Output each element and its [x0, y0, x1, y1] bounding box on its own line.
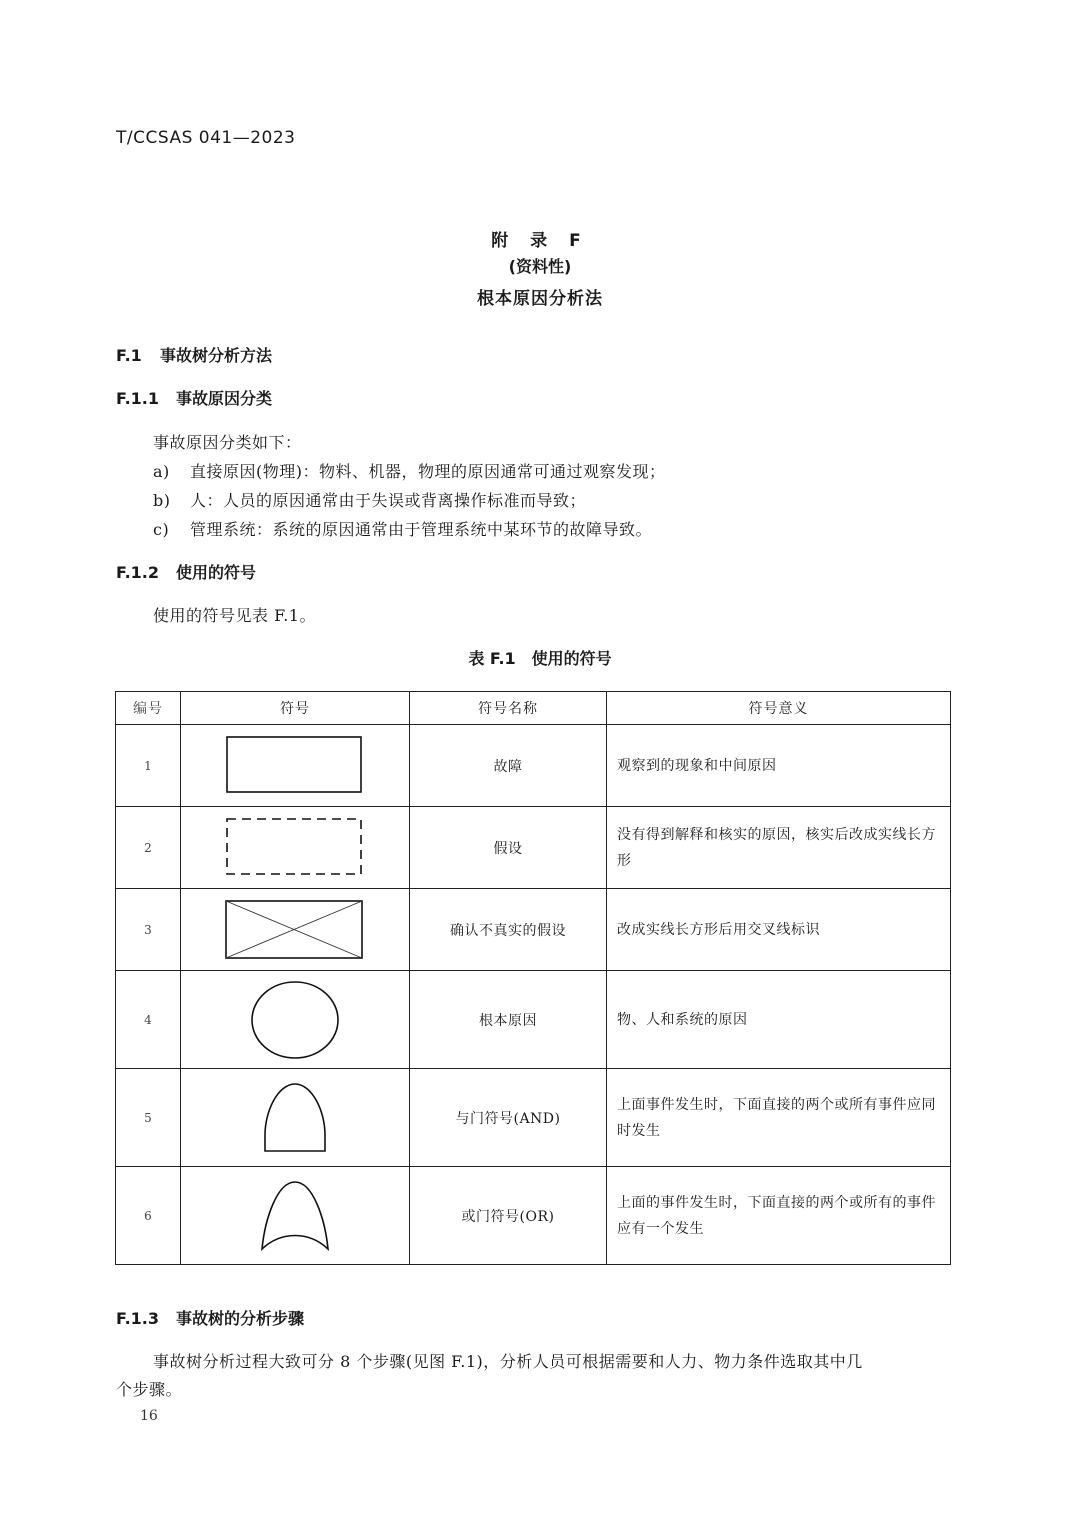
- symbol-cell: [181, 807, 410, 889]
- row-name: 假设: [410, 807, 607, 889]
- section-number: F.1.3: [116, 1309, 159, 1328]
- row-number: 5: [116, 1069, 181, 1167]
- list-text: 直接原因(物理)：物料、机器，物理的原因通常可通过观察发现；: [190, 462, 666, 481]
- solid-rectangle-icon: [225, 735, 365, 797]
- appendix-heading: 根本原因分析法: [477, 289, 603, 309]
- document-code: T/CCSAS 041—2023: [116, 128, 296, 148]
- list-text: 人：人员的原因通常由于失误或背离操作标准而导致；: [190, 491, 587, 510]
- symbol-cell: [181, 1167, 410, 1265]
- row-name: 根本原因: [410, 971, 607, 1069]
- section-f13-heading: [116, 1306, 304, 1329]
- crossed-rectangle-icon: [224, 899, 366, 961]
- appendix-title: 附 录 F: [491, 231, 589, 251]
- table-row: [116, 807, 951, 889]
- section-f1-heading: [116, 343, 272, 366]
- list-marker: c): [153, 520, 170, 539]
- appendix-type: (资料性): [508, 257, 572, 276]
- list-item: [153, 459, 666, 482]
- list-item: [153, 517, 652, 540]
- list-text: 管理系统：系统的原因通常由于管理系统中某环节的故障导致。: [190, 520, 653, 539]
- header-symbol: 符号: [181, 692, 410, 725]
- row-name: 确认不真实的假设: [410, 889, 607, 971]
- table-row: [116, 1167, 951, 1265]
- section-title: 事故树分析方法: [160, 346, 273, 365]
- table-caption: 表 F.1 使用的符号: [468, 649, 612, 668]
- header-number: 编号: [116, 692, 181, 725]
- f12-text: 使用的符号见表 F.1。: [153, 606, 316, 625]
- section-title: 事故原因分类: [176, 389, 273, 408]
- section-number: F.1.2: [116, 563, 159, 582]
- symbol-cell: [181, 1069, 410, 1167]
- table-row: [116, 889, 951, 971]
- f11-intro: 事故原因分类如下：: [153, 433, 302, 452]
- f13-text-line1: 事故树分析过程大致可分 8 个步骤(见图 F.1)，分析人员可根据需要和人力、物力条件选取其中几: [153, 1352, 863, 1371]
- row-number: 2: [116, 807, 181, 889]
- symbol-cell: [181, 889, 410, 971]
- row-meaning: 物、人和系统的原因: [607, 971, 951, 1069]
- list-marker: b): [153, 491, 171, 510]
- row-name: 故障: [410, 725, 607, 807]
- f13-text-line2: 个步骤。: [116, 1380, 183, 1399]
- row-meaning: 改成实线长方形后用交叉线标识: [607, 889, 951, 971]
- circle-icon: [249, 980, 341, 1060]
- section-title: 使用的符号: [176, 563, 257, 582]
- section-number: F.1.1: [116, 389, 159, 408]
- symbol-table: [115, 691, 951, 1265]
- and-gate-icon: [262, 1081, 328, 1155]
- section-f12-heading: [116, 560, 256, 583]
- symbol-cell: [181, 971, 410, 1069]
- table-header-row: [116, 692, 951, 725]
- row-meaning: 没有得到解释和核实的原因，核实后改成实线长方形: [607, 807, 951, 889]
- row-name: 与门符号(AND): [410, 1069, 607, 1167]
- row-meaning: 上面事件发生时，下面直接的两个或所有事件应同时发生: [607, 1069, 951, 1167]
- or-gate-icon: [259, 1179, 331, 1253]
- row-number: 4: [116, 971, 181, 1069]
- page-number: 16: [140, 1408, 158, 1424]
- section-f11-heading: [116, 386, 272, 409]
- list-item: [153, 488, 586, 511]
- row-number: 3: [116, 889, 181, 971]
- row-number: 6: [116, 1167, 181, 1265]
- section-number: F.1: [116, 346, 142, 365]
- table-row: [116, 971, 951, 1069]
- header-symbol-name: 符号名称: [410, 692, 607, 725]
- section-title: 事故树的分析步骤: [176, 1309, 305, 1328]
- header-symbol-meaning: 符号意义: [607, 692, 951, 725]
- row-number: 1: [116, 725, 181, 807]
- row-meaning: 观察到的现象和中间原因: [607, 725, 951, 807]
- list-marker: a): [153, 462, 170, 481]
- table-row: [116, 1069, 951, 1167]
- symbol-cell: [181, 725, 410, 807]
- dashed-rectangle-icon: [225, 817, 365, 879]
- table-row: [116, 725, 951, 807]
- row-meaning: 上面的事件发生时，下面直接的两个或所有的事件应有一个发生: [607, 1167, 951, 1265]
- row-name: 或门符号(OR): [410, 1167, 607, 1265]
